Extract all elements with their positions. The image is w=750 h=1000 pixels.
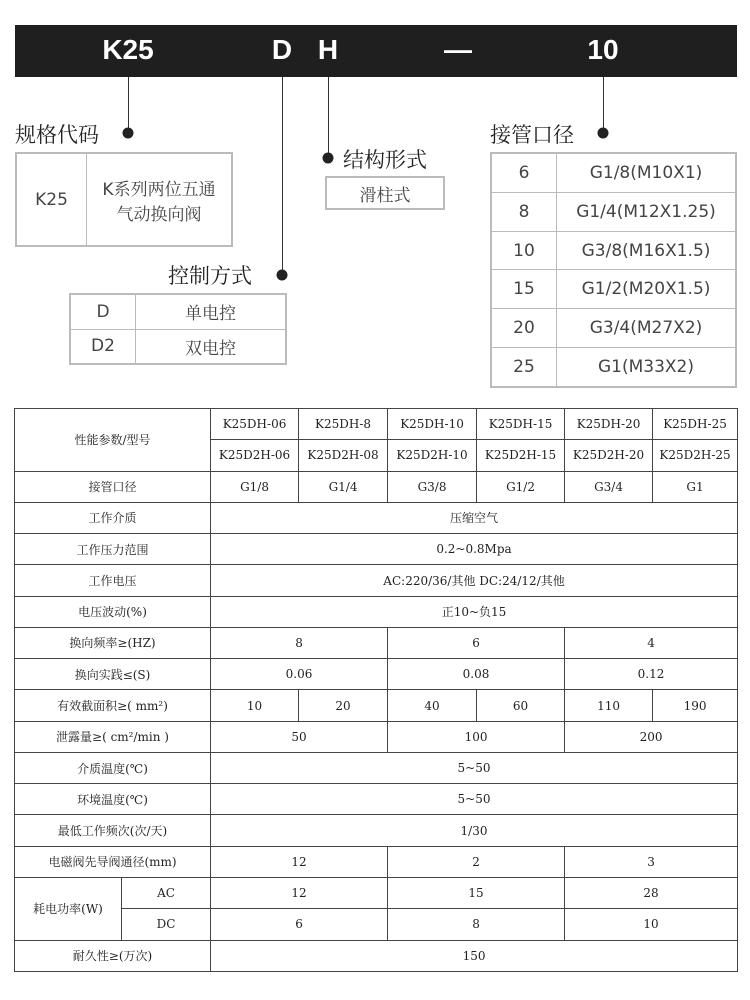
- table-cell: 50: [211, 721, 388, 752]
- table-row: [15, 815, 738, 846]
- banner-code-structure: H: [317, 34, 339, 65]
- banner-code-dash: —: [444, 34, 472, 65]
- table-cell: K25D2H-15: [477, 440, 565, 471]
- row-label: 电压波动(%): [15, 596, 211, 627]
- table-cell: 4: [565, 627, 738, 658]
- table-row: [15, 596, 738, 627]
- row-label: 电磁阀先导阀通径(mm): [15, 846, 211, 877]
- table-cell: 正10~负15: [211, 596, 738, 627]
- performance-spec-table: [14, 408, 738, 972]
- control-desc: 单电控: [136, 295, 286, 330]
- table-row: [15, 784, 738, 815]
- table-row: [15, 471, 738, 502]
- table-row: [15, 534, 738, 565]
- row-label: 耐久性≥(万次): [15, 940, 211, 971]
- control-code: D: [71, 295, 136, 330]
- table-cell: 20: [299, 690, 388, 721]
- table-row: [15, 409, 738, 440]
- table-row: [15, 877, 738, 908]
- table-cell: K25DH-06: [211, 409, 299, 440]
- table-cell: 5~50: [211, 752, 738, 783]
- table-cell: 0.2~0.8Mpa: [211, 534, 738, 565]
- table-cell: 0.08: [388, 659, 565, 690]
- table-cell: 15: [388, 877, 565, 908]
- table-cell: K25D2H-08: [299, 440, 388, 471]
- table-cell: K25DH-15: [477, 409, 565, 440]
- connector-dot: [277, 270, 288, 281]
- table-cell: 110: [565, 690, 653, 721]
- table-cell: G3/4: [565, 471, 653, 502]
- connector-line: [128, 77, 129, 133]
- control-code: D2: [71, 329, 136, 364]
- connector-line: [282, 77, 283, 275]
- table-row: [15, 721, 738, 752]
- table-cell: G1/4: [299, 471, 388, 502]
- table-cell: DC: [122, 909, 211, 940]
- table-row: [15, 846, 738, 877]
- table-cell: 压缩空气: [211, 502, 738, 533]
- table-cell: 28: [565, 877, 738, 908]
- table-cell: G1/8: [211, 471, 299, 502]
- table-cell: G1: [653, 471, 738, 502]
- connector-dot: [598, 128, 609, 139]
- table-cell: K25D2H-10: [388, 440, 477, 471]
- table-cell: 200: [565, 721, 738, 752]
- row-label: 环境温度(℃): [15, 784, 211, 815]
- table-cell: 0.12: [565, 659, 738, 690]
- connector-dot: [323, 153, 334, 164]
- table-cell: K25D2H-06: [211, 440, 299, 471]
- connector-line: [603, 77, 604, 133]
- spec-code-heading: 规格代码: [15, 123, 99, 147]
- connector-dot: [123, 128, 134, 139]
- control-desc: 双电控: [136, 329, 286, 364]
- table-cell: 2: [388, 846, 565, 877]
- spec-code-box: [15, 152, 233, 247]
- control-box: [69, 293, 287, 365]
- table-cell: G3/8: [388, 471, 477, 502]
- structure-heading: 结构形式: [343, 148, 427, 172]
- table-cell: K25DH-8: [299, 409, 388, 440]
- table-cell: K25D2H-20: [565, 440, 653, 471]
- table-row: [15, 909, 738, 940]
- row-label: 介质温度(℃): [15, 752, 211, 783]
- table-cell: K25D2H-25: [653, 440, 738, 471]
- structure-value: 滑柱式: [327, 178, 444, 209]
- port-thread: G3/8(M16X1.5): [557, 231, 736, 270]
- port-row: [492, 231, 736, 270]
- port-thread: G1/4(M12X1.25): [557, 192, 736, 231]
- banner-code-series: K25: [102, 34, 154, 65]
- port-size: 20: [492, 309, 557, 348]
- table-row: [15, 659, 738, 690]
- spec-code-desc: [87, 154, 232, 246]
- row-label: 接管口径: [15, 471, 211, 502]
- table-row: [15, 690, 738, 721]
- table-row: [15, 752, 738, 783]
- table-cell: 60: [477, 690, 565, 721]
- banner-code-port: 10: [587, 34, 619, 65]
- connector-line: [328, 77, 329, 157]
- port-thread: G3/4(M27X2): [557, 309, 736, 348]
- port-row: [492, 348, 736, 387]
- row-label: 最低工作频次(次/天): [15, 815, 211, 846]
- table-cell: 10: [565, 909, 738, 940]
- table-cell: 5~50: [211, 784, 738, 815]
- table-cell: 6: [388, 627, 565, 658]
- table-cell: 150: [211, 940, 738, 971]
- port-thread: G1/2(M20X1.5): [557, 270, 736, 309]
- structure-box: [325, 176, 445, 210]
- banner-code-control: D: [271, 34, 293, 65]
- port-row: [492, 309, 736, 348]
- table-cell: G1/2: [477, 471, 565, 502]
- port-size: 8: [492, 192, 557, 231]
- table-row: [15, 565, 738, 596]
- port-heading: 接管口径: [490, 123, 574, 147]
- table-cell: K25DH-20: [565, 409, 653, 440]
- table-cell: 8: [388, 909, 565, 940]
- port-size: 15: [492, 270, 557, 309]
- table-cell: 12: [211, 877, 388, 908]
- desc-line: 气动换向阀: [116, 204, 202, 225]
- row-label: 工作压力范围: [15, 534, 211, 565]
- port-size: 25: [492, 348, 557, 387]
- table-cell: AC: [122, 877, 211, 908]
- control-heading: 控制方式: [168, 264, 252, 288]
- port-size: 10: [492, 231, 557, 270]
- row-label: 工作介质: [15, 502, 211, 533]
- table-cell: AC:220/36/其他 DC:24/12/其他: [211, 565, 738, 596]
- row-label: 换向实践≤(S): [15, 659, 211, 690]
- table-cell: 6: [211, 909, 388, 940]
- table-cell: 40: [388, 690, 477, 721]
- table-cell: 190: [653, 690, 738, 721]
- port-row: [492, 154, 736, 193]
- port-box: [490, 152, 737, 388]
- row-label: 性能参数/型号: [15, 409, 211, 472]
- row-label: 耗电功率(W): [15, 877, 122, 940]
- port-row: [492, 192, 736, 231]
- row-label: 泄露量≥( cm²/min ): [15, 721, 211, 752]
- port-thread: G1/8(M10X1): [557, 154, 736, 193]
- port-row: [492, 270, 736, 309]
- spec-code-value: K25: [17, 154, 87, 246]
- table-cell: 0.06: [211, 659, 388, 690]
- port-thread: G1(M33X2): [557, 348, 736, 387]
- table-cell: 3: [565, 846, 738, 877]
- table-row: [15, 627, 738, 658]
- table-cell: 10: [211, 690, 299, 721]
- table-cell: K25DH-10: [388, 409, 477, 440]
- table-cell: K25DH-25: [653, 409, 738, 440]
- desc-line: K系列两位五通: [102, 179, 216, 200]
- table-row: [15, 502, 738, 533]
- table-cell: 100: [388, 721, 565, 752]
- row-label: 工作电压: [15, 565, 211, 596]
- row-label: 有效截面积≥( mm²): [15, 690, 211, 721]
- port-size: 6: [492, 154, 557, 193]
- table-cell: 8: [211, 627, 388, 658]
- table-row: [15, 940, 738, 971]
- row-label: 换向频率≥(HZ): [15, 627, 211, 658]
- table-cell: 1/30: [211, 815, 738, 846]
- table-cell: 12: [211, 846, 388, 877]
